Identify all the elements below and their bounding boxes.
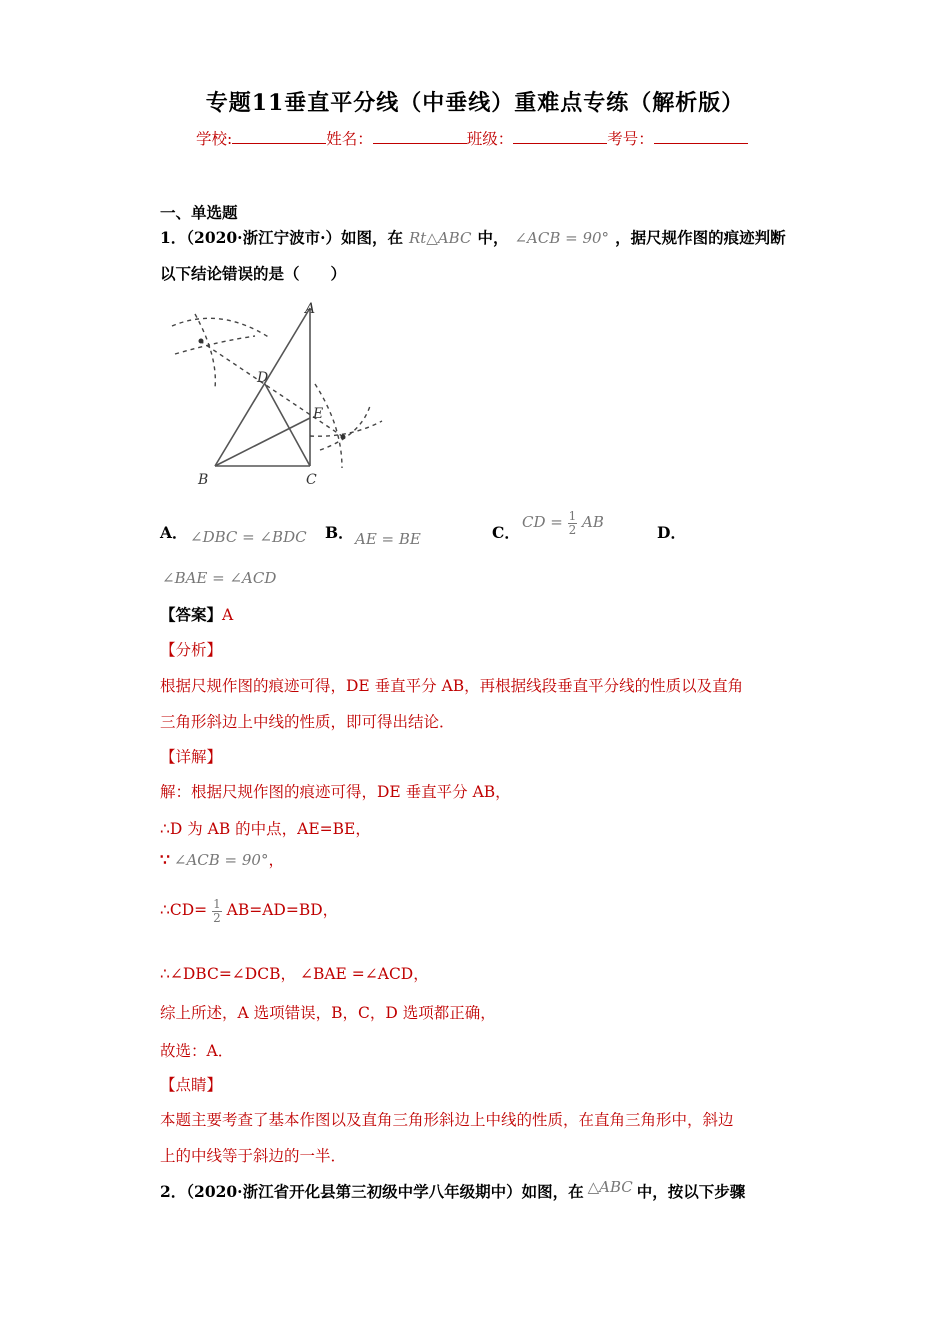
answer-value: A [222,606,234,624]
q1-stem-line1 [160,226,786,248]
exam-no-label: 考号： [607,130,654,148]
q1-source: （2020·浙江宁波市·）如图，在 [186,228,403,247]
option-d-label: D． [657,523,686,542]
option-c-rhs: AB [582,513,604,531]
analysis-line1: 根据尺规作图的痕迹可得，DE 垂直平分 AB，再根据线段垂直平分线的性质以及直角 [160,677,744,695]
arc-bottom-3 [320,406,370,450]
option-b-expr: AE = BE [355,530,421,548]
detail-line3 [160,848,284,870]
q2-tail: 中，按以下步骤 [636,1182,746,1201]
comment-line1: 本题主要考查了基本作图以及直角三角形斜边上中线的性质，在直角三角形中，斜边 [160,1111,734,1129]
label-b: B [198,472,209,488]
q1-angle: ∠ACB = 90° [514,229,610,247]
option-c-fraction [568,510,578,536]
option-c-lhs: CD = [522,513,563,531]
q1-triangle: Rt△ABC [408,229,472,247]
arc-bottom-2 [310,421,382,436]
page-title: 专题11垂直平分线（中垂线）重难点专练（解析版） [205,90,745,116]
because-symbol: ∵ [160,850,170,869]
name-blank [373,129,467,144]
answer-tag: 【答案】 [160,605,223,624]
label-c: C [306,472,317,488]
detail-line4 [160,898,338,924]
option-b-label: B． [325,523,354,542]
option-a-expr: ∠DBC = ∠BDC [190,528,307,546]
student-info [196,127,748,149]
detail-line5-a: ∴∠DBC=∠DCB， [160,965,296,983]
option-c-expr [522,510,604,536]
label-d: D [257,370,269,386]
detail-frac-num: 1 [213,897,221,911]
option-c-label: C． [492,523,520,542]
class-blank [513,129,607,144]
q1-figure [160,296,390,492]
q1-stem-line2: 以下结论错误的是（ ） [160,264,347,283]
section-heading: 一、单选题 [160,203,238,222]
detail-line6: 综上所述，A 选项错误，B，C，D 选项都正确， [160,1004,496,1022]
q2-source: （2020·浙江省开化县第三初级中学八年级期中）如图，在 [186,1182,584,1201]
detail-fraction [212,898,222,924]
detail-line2: ∴D 为 AB 的中点，AE=BE， [160,820,371,838]
answer-line [160,603,233,625]
detail-frac-den: 2 [213,911,221,925]
option-c-den: 2 [568,523,577,537]
name-label: 姓名： [326,130,373,148]
q2-triangle: △ABC [587,1178,633,1196]
q1-number: 1． [160,228,187,247]
segment-dc [265,384,310,466]
bisector-line [200,341,345,438]
exam-no-blank [654,129,748,144]
detail-line4-rest: AB=AD=BD， [226,901,339,919]
detail-line3-end: ， [268,851,284,869]
arc-top-1 [172,318,270,338]
detail-line7: 故选：A． [160,1042,234,1060]
option-a-label: A． [160,523,188,542]
q2-number: 2． [160,1182,187,1201]
construction-point-bottom [341,435,346,440]
option-c-num: 1 [568,509,577,523]
label-a: A [305,301,316,317]
detail-line5 [160,962,429,984]
analysis-tag: 【分析】 [160,641,223,659]
detail-cd: ∴CD= [160,901,208,919]
class-label: 班级： [466,130,514,148]
construction-point-top [199,339,204,344]
detail-line5-b: ∠BAE =∠ACD， [299,965,429,983]
comment-tag: 【点睛】 [160,1076,223,1094]
label-e: E [313,406,324,422]
detail-angle: ∠ACB = 90° [173,851,269,869]
q1-tail: ，据尺规作图的痕迹判断 [615,228,786,247]
detail-tag: 【详解】 [160,748,223,766]
option-d-expr: ∠BAE = ∠ACD [162,569,277,587]
q2-stem [160,1180,745,1202]
analysis-line2: 三角形斜边上中线的性质，即可得出结论． [160,713,455,731]
q1-mid: 中， [477,228,509,247]
arc-bottom-1 [315,384,342,468]
arc-top-3 [195,314,215,388]
detail-line1: 解：根据尺规作图的痕迹可得，DE 垂直平分 AB， [160,783,511,801]
school-label: 学校: [196,130,233,148]
comment-line2: 上的中线等于斜边的一半． [160,1147,347,1165]
school-blank [232,129,326,144]
